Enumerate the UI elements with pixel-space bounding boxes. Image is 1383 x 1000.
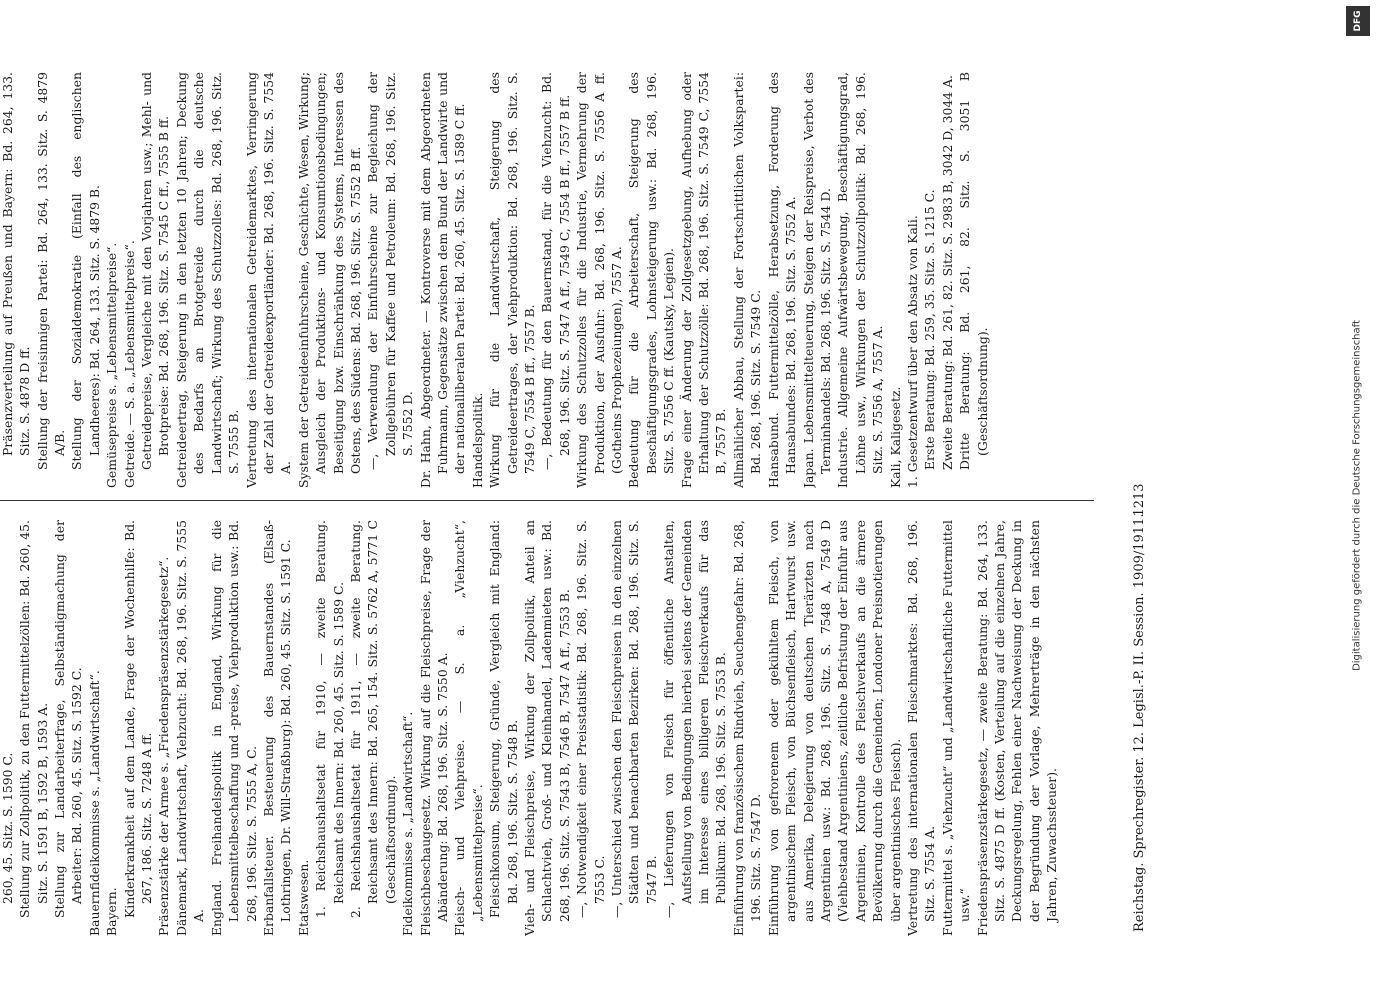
text-line: Getreide. — S. a. „Lebensmittelpreise“. [121,240,137,488]
text-line: Fleisch- und Viehpreise. — S. a. „Viehzucht“, „Lebensmittelpreise“. [452,520,485,936]
text-line: Dr. Hahn, Abgeordneter. — Kontroverse mit dem Abgeordneten Fuhrmann, Gegensätze zwischen dem Bund der Landwirte und der nationalliberalen Partei: Bd. 260, 45. Sitz. S. 1589 C ff. [417,72,468,488]
text-line: Präsenzstärke der Armee s. „Friedenspräsenzstärkegesetz“. [156,556,172,936]
text-line: Zweite Beratung: Bd. 261, 82. Sitz. S. 2983 B, 3042 D, 3044 A. [939,75,955,470]
rotated-page [0,60,1160,940]
text-line: Getreidepreise, Vergleiche mit den Vorjahren usw.; Mehl- und Brotpreise: Bd. 268, 196. Sitz. S. 7545 C ff., 7555 B ff. [139,72,172,470]
text-line: Wirkung für die Landwirtschaft, Steigerung des Getreideertrages, der Viehproduktion: Bd. 268, 196. Sitz. S. 7549 C, 7554 B ff., 7557 B. [487,72,537,488]
text-line: Hansabund. Futtermittelzölle, Herabsetzung, Forderung des Hansabundes: Bd. 268, 196. Sitz. S. 7552 A. [765,72,799,488]
text-line: —, Bedeutung für den Bauernstand, für die Viehzucht: Bd. 268, 196. Sitz. S. 7547 A ff., 7549 C, 7554 B ff., 7557 B ff. [539,72,572,470]
text-line: Fleischbeschaugesetz. Wirkung auf die Fleischpreise, Frage der Abänderung: Bd. 268, 196. Sitz. S. 7550 A. [417,520,450,936]
text-line: System der Getreideeinfuhrscheine, Geschichte, Wesen, Wirkung; Ausgleich der Produktions- und Konsumtionsbedingungen; Beseitigung bzw. Einschränkung des Systems, Interessen des Ostens, des Südens: Bd. 268, 196. Sitz. S. 7552 B ff. [295,72,363,488]
text-line: Stellung der Sozialdemokratie (Einfall des englischen Landheeres): Bd. 264, 133. Sitz. S. 4879 B. [69,72,102,470]
text-line: Kali, Kaligesetz. [887,386,903,488]
text-line: Bayern. [104,887,120,936]
text-line: Bauernfideikommisse s. „Landwirtschaft“. [86,670,102,936]
text-line: Dritte Beratung: Bd. 261, 82. Sitz. S. 3051 B (Geschäftsordnung). [957,72,990,470]
text-line: 2. Reichshaushaltsetat für 1911, — zweite Beratung. Reichsamt des Innern: Bd. 265, 154. Sitz. S. 5762 A, 5771 C (Geschäftsordnung). [347,520,398,918]
text-line: Einführung von gefrorenem oder gekühltem Fleisch, von argentinischem Fleisch, von Büchsenfleisch, Hartwurst usw. aus Amerika, Delegierung von deutschen Tierärzten nach Argentinien usw.: Bd. 268, 196. Sitz. S. 7548 A, 7549 D (Viehbestand Argentiniens, zeitliche Befristung der Einfuhr aus Argentinien, Kontrolle des Fleischverkaufs an die ärmere Bevölkerung durch die Gemeinden; Londoner Preisnotierungen über argentinisches Fleisch). [765,520,903,936]
text-line: Fleischkonsum, Steigerung, Gründe, Vergleich mit England: Bd. 268, 196. Sitz. S. 7548 B. [487,520,520,918]
text-line: England. Freihandelspolitik in England, Wirkung für die Lebensmittelbeschaffung und -preise, Viehproduktion usw.: Bd. 268, 196. Sitz. S. 7555 A, C. [208,520,259,936]
column-divider [0,500,1094,501]
text-line: Erbanfallsteuer. Besteuerung des Bauernstandes (Elsaß-Lothringen, Dr. Will-Straßburg): Bd. 260, 45. Sitz. S. 1591 C. [260,520,294,936]
text-line: —, Lieferungen von Fleisch für öffentliche Anstalten, Aufstellung von Bedingungen hierbei seitens der Gemeinden im Interesse eines billigeren Fleischverkaufs für das Publikum: Bd. 268, 196. Sitz. S. 7553 B. [661,520,729,918]
page-footer [1128,60,1156,940]
right-column [0,72,1094,488]
text-line: Etatswesen. [295,859,311,936]
text-line: 1. Gesetzentwurf über den Absatz von Kali. [904,215,920,488]
text-line: Japan. Lebensmittelteuerung, Steigen der Reispreise, Verbot des Terminhandels: Bd. 268, 196. Sitz. S. 7544 D. [800,72,833,488]
text-line: Vertretung des internationalen Fleischmarktes: Bd. 268, 196. Sitz. S. 7554 A. [904,520,938,936]
text-line: Erste Beratung: Bd. 259, 35. Sitz. S. 1215 C. [922,189,938,470]
footer-series: Reichstag. Sprechregister. 12. Legisl.-P. II. Session. 1909/1911. [1132,513,1147,932]
text-line: Wirkung des Schutzzolles für die Industrie, Vermehrung der Produktion, der Ausfuhr: Bd. 268, 196. Sitz. S. 7556 A ff. (Gotheins Prophezeiungen), 7557 A. [574,72,625,488]
funding-note-text: Digitalisierung gefördert durch die Deutsche Forschungsgemeinschaft [1351,320,1363,671]
text-line: Kinderkrankheit auf dem Lande, Frage der Wochenhilfe: Bd. 267, 186. Sitz. S. 7248 A ff. [121,520,155,918]
text-line: —, Notwendigkeit einer Preisstatistik: Bd. 268, 196. Sitz. S. 7553 C. [574,520,607,918]
text-line: Stellung der freisinnigen Partei: Bd. 264, 133. Sitz. S. 4879 A/B. [34,72,68,470]
dfg-logo-text: DFG [1353,10,1363,32]
text-line: Vertretung des internationalen Getreidemarktes, Verringerung der Zahl der Getreideexportländer: Bd. 268, 196. Sitz. S. 7554 A. [243,72,294,488]
text-line: Stellung zur Landarbeiterfrage, Selbständigmachung der Arbeiter: Bd. 260, 45. Sitz. S. 1592 C. [52,520,85,918]
text-line: 260, 45. Sitz. S. 1590 C. [0,752,15,904]
left-column [0,520,1094,936]
text-line: —, Verwendung der Einfuhrscheine zur Begleichung der Zollgebühren für Kaffee und Petroleum: Bd. 268, 196. Sitz. S. 7552 D. [365,72,416,470]
text-line: Industrie. Allgemeine Aufwärtsbewegung, Beschäftigungsgrad, Löhne usw., Wirkungen der Schutzzollpolitik: Bd. 268, 196. Sitz. S. 7556 A, 7557 A. [835,72,886,488]
text-line: Einführung von französischem Rindvieh, Seuchengefahr: Bd. 268, 196. Sitz. S. 7547 D. [730,520,764,936]
text-line: —, Unterschied zwischen den Fleischpreisen in den einzelnen Städten und benachbarten Bezirken: Bd. 268, 196. Sitz. S. 7547 B. [609,520,659,918]
text-line: Gemüsepreise s. „Lebensmittelpreise“. [104,242,120,488]
text-line: Vieh- und Fleischpreise, Wirkung der Zollpolitik, Anteil an Schlachtvieh, Groß- und Kleinhandel, Ladenmieten usw.: Bd. 268, 196. Sitz. S. 7543 B, 7546 B, 7547 A ff., 7553 B. [522,520,572,936]
funding-note [1352,20,1366,970]
text-line: Handelspolitik. [469,392,485,488]
text-line: Präsenzverteilung auf Preußen und Bayern: Bd. 264, 133. Sitz. S. 4878 D ff. [0,72,33,456]
text-line: Frage einer Änderung der Zollgesetzgebung, Aufhebung oder Erhaltung der Schutzzölle: Bd. 268, 196. Sitz. S. 7549 C, 7554 B, 7557 B. [678,72,729,488]
text-line: 1. Reichshaushaltsetat für 1910, — zweite Beratung. Reichsamt des Innern: Bd. 260, 45. Sitz. S. 1589 C. [313,520,346,918]
text-line: Futtermittel s. „Viehzucht“ und „Landwirtschaftliche Futtermittel usw.“ [939,520,973,936]
text-line: Getreideertrag, Steigerung in den letzten 10 Jahren; Deckung des Bedarfs an Brotgetreide durch die deutsche Landwirtschaft; Wirkung des Schutzzolles: Bd. 268, 196. Sitz. S. 7555 B. [173,72,242,488]
text-line: Friedenspräsenzstärkegesetz, — zweite Beratung: Bd. 264, 133. Sitz. S. 4875 D ff. (Kosten, Verteilung auf die einzelnen Jahre, Deckungsregelung, Fehlen einer Nachweisung der Deckung in der Begründung der Vorlage, Mehrerträge in den nächsten Jahren, Zuwachssteuer). [974,520,1060,936]
text-line: Dänemark, Landwirtschaft, Viehzucht: Bd. 268, 196. Sitz. S. 7555 A. [173,520,207,936]
text-line: Fideikommisse s. „Landwirtschaft“. [400,711,416,936]
text-line: Allmählicher Abbau, Stellung der Fortschrittlichen Volkspartei: Bd. 268, 196. Sitz. S. 7549 C. [730,72,764,488]
footer-page-number: 1213 [1132,483,1147,517]
text-line: Stellung zur Zollpolitik, zu den Futtermittelzöllen: Bd. 260, 45. Sitz. S. 1591 B, 1592 B, 1593 A. [17,520,50,918]
text-line: Bedeutung für die Arbeiterschaft, Steigerung des Beschäftigungsgrades, Lohnsteigerung usw.: Bd. 268, 196. Sitz. S. 7556 C ff. (Kautsky, Legien). [626,72,677,488]
